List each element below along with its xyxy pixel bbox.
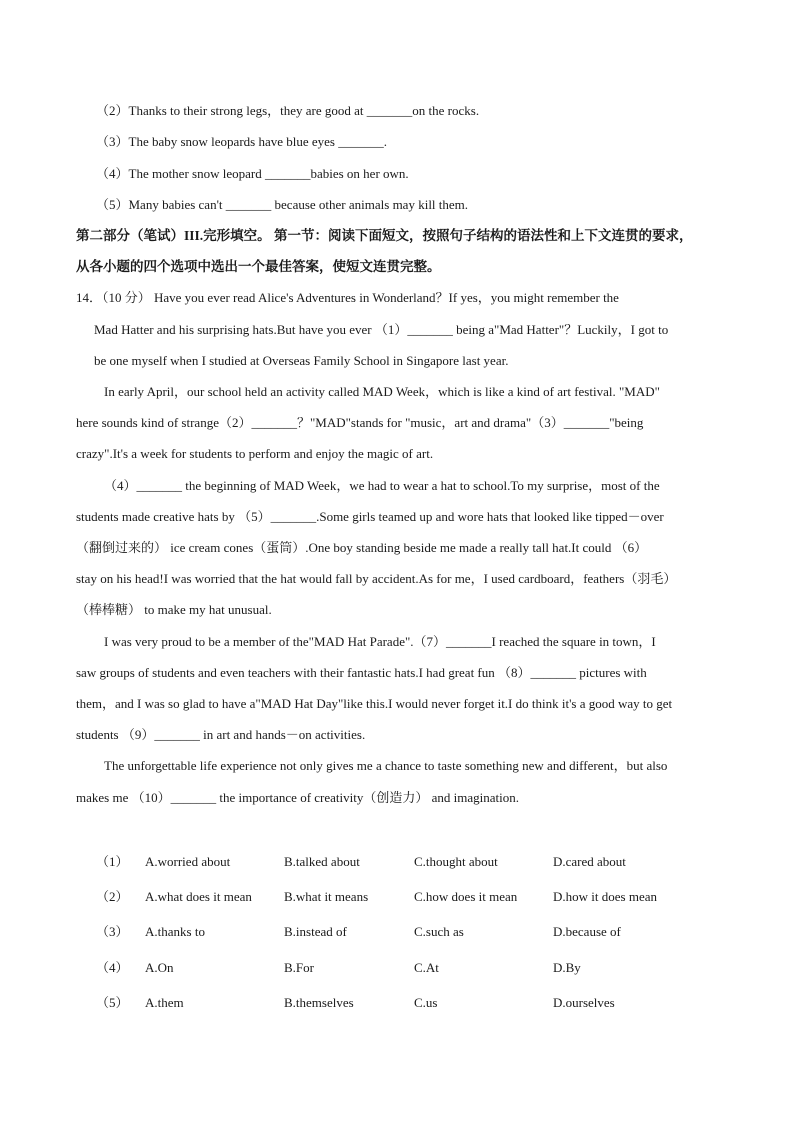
option-a[interactable]: A.thanks to: [145, 924, 205, 939]
option-d[interactable]: D.ourselves: [553, 995, 615, 1010]
option-c[interactable]: C.such as: [414, 924, 464, 939]
option-number: （4）: [96, 960, 129, 975]
option-b[interactable]: B.talked about: [284, 854, 360, 869]
option-d[interactable]: D.because of: [553, 924, 621, 939]
option-c[interactable]: C.how does it mean: [414, 889, 518, 904]
passage-line: （棒棒糖） to make my hat unusual.: [76, 602, 272, 617]
option-row-1: [0, 854, 794, 870]
option-b[interactable]: B.what it means: [284, 889, 369, 904]
option-c[interactable]: C.us: [414, 995, 438, 1010]
option-b[interactable]: B.themselves: [284, 995, 354, 1010]
sub-question-2: （2）Thanks to their strong legs，they are good at _______on the rocks.: [96, 103, 480, 118]
question-14-header: 14．（10 分） Have you ever read Alice's Adventures in Wonderland？If yes，you might remember the: [76, 290, 619, 305]
passage-line: （4）_______ the beginning of MAD Week，we had to wear a hat to school.To my surprise，most of the: [104, 478, 660, 493]
option-a[interactable]: A.what does it mean: [145, 889, 252, 904]
option-row-5: [0, 995, 794, 1011]
passage-line: makes me （10）_______ the importance of creativity（创造力） and imagination.: [76, 790, 519, 805]
option-b[interactable]: B.instead of: [284, 924, 347, 939]
passage-line: here sounds kind of strange（2）_______？"MAD"stands for "music，art and drama"（3）_______"being: [76, 415, 644, 430]
option-a[interactable]: A.On: [145, 960, 174, 975]
option-a[interactable]: A.them: [145, 995, 184, 1010]
option-number: （2）: [96, 889, 129, 904]
option-row-2: [0, 889, 794, 905]
sub-question-3: （3）The baby snow leopards have blue eyes _______.: [96, 134, 387, 149]
section-heading-line-2: 从各小题的四个选项中选出一个最佳答案，使短文连贯完整。: [76, 259, 441, 274]
option-a[interactable]: A.worried about: [145, 854, 231, 869]
option-row-4: [0, 960, 794, 976]
passage-line: be one myself when I studied at Overseas Family School in Singapore last year.: [94, 353, 509, 368]
passage-line: In early April，our school held an activity called MAD Week，which is like a kind of art festival. "MAD": [104, 384, 660, 399]
option-d[interactable]: D.By: [553, 960, 581, 975]
option-d[interactable]: D.cared about: [553, 854, 626, 869]
passage-line: I was very proud to be a member of the"MAD Hat Parade".（7）_______I reached the square in town，I: [104, 634, 656, 649]
passage-line: students made creative hats by （5）_______.Some girls teamed up and wore hats that looked like tipped－over: [76, 509, 664, 524]
option-c[interactable]: C.At: [414, 960, 439, 975]
passage-line: Mad Hatter and his surprising hats.But have you ever （1）_______ being a"Mad Hatter"？Luckily，I got to: [94, 322, 669, 337]
passage-line: crazy".It's a week for students to perform and enjoy the magic of art.: [76, 446, 434, 461]
passage-line: them，and I was so glad to have a"MAD Hat Day"like this.I would never forget it.I do think it's a good way to get: [76, 696, 673, 711]
sub-question-4: （4）The mother snow leopard _______babies on her own.: [96, 166, 409, 181]
passage-line: saw groups of students and even teachers with their fantastic hats.I had great fun （8）_______ pictures with: [76, 665, 647, 680]
option-number: （3）: [96, 924, 129, 939]
option-d[interactable]: D.how it does mean: [553, 889, 657, 904]
passage-line: students （9）_______ in art and hands－on activities.: [76, 727, 366, 742]
option-row-3: [0, 924, 794, 940]
option-b[interactable]: B.For: [284, 960, 314, 975]
sub-question-5: （5）Many babies can't _______ because other animals may kill them.: [96, 197, 469, 212]
passage-line: stay on his head!I was worried that the hat would fall by accident.As for me，I used cardboard，feathers（羽毛）: [76, 571, 677, 586]
passage-line: （翻倒过来的） ice cream cones（蛋筒）.One boy standing beside me made a really tall hat.It could （6）: [76, 540, 648, 555]
section-heading-line-1: 第二部分（笔试）III.完形填空。 第一节：阅读下面短文，按照句子结构的语法性和上下文连贯的要求，: [76, 228, 693, 243]
option-c[interactable]: C.thought about: [414, 854, 498, 869]
option-number: （1）: [96, 854, 129, 869]
passage-line: The unforgettable life experience not only gives me a chance to taste something new and different，but also: [104, 758, 668, 773]
option-number: （5）: [96, 995, 129, 1010]
